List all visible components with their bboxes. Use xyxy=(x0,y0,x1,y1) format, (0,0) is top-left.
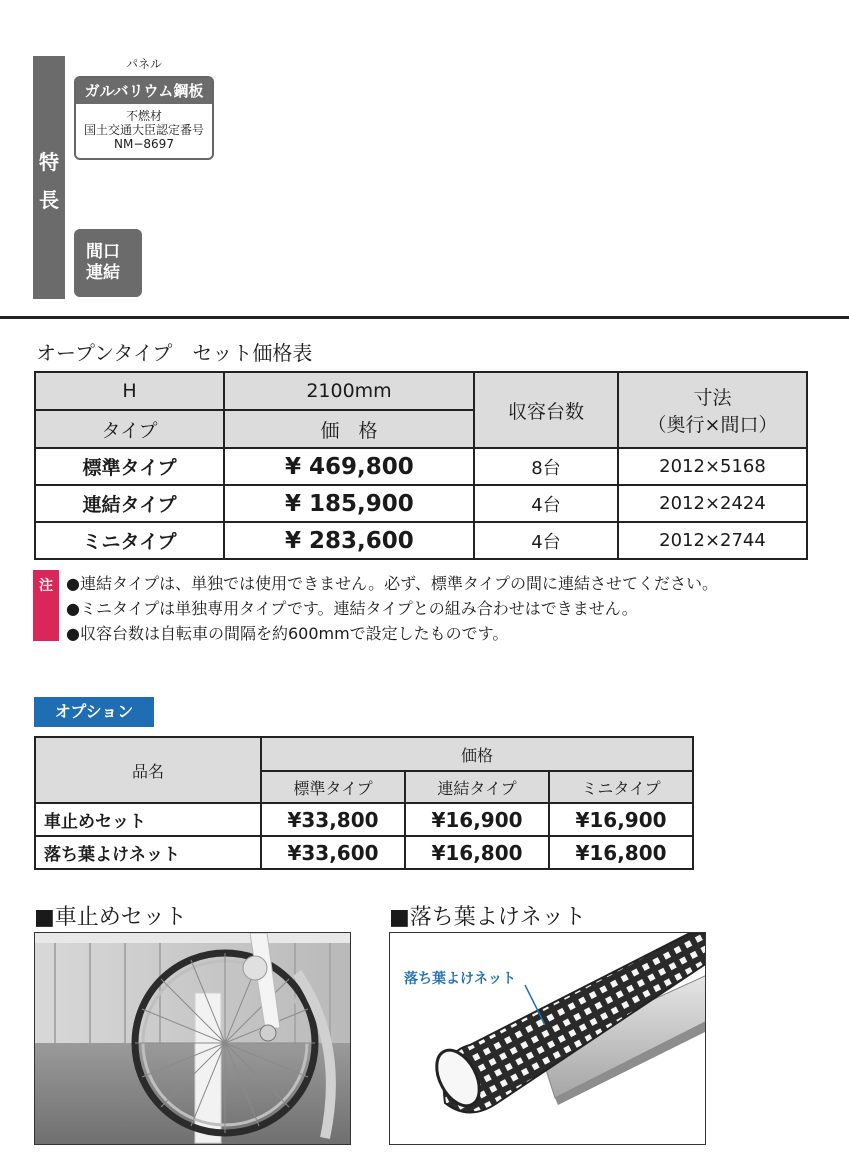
header-size-line-1: 寸法 xyxy=(693,387,732,409)
price-table-title: オープンタイプ セット価格表 xyxy=(36,341,313,365)
header-size xyxy=(618,372,807,448)
row-price: ¥ 283,600 xyxy=(224,522,474,559)
option-connect-price: ¥16,800 xyxy=(405,836,549,869)
material-title: ガルバリウム鋼板 xyxy=(76,78,212,104)
header-price: 価 格 xyxy=(224,410,474,448)
table-row xyxy=(35,836,693,869)
row-price: ¥ 185,900 xyxy=(224,485,474,522)
option-standard-price: ¥33,600 xyxy=(261,836,405,869)
features-label-2: 長 xyxy=(39,188,59,212)
net-photo xyxy=(389,932,706,1145)
note-tag: 注 xyxy=(33,570,59,641)
section-divider xyxy=(0,316,849,319)
header-h: H xyxy=(35,372,224,410)
row-capacity: 4台 xyxy=(474,522,618,559)
note-line-1: ●連結タイプは、単独では使用できません。必ず、標準タイプの間に連結させてください。 xyxy=(66,574,719,593)
table-row xyxy=(35,448,807,485)
options-header-price: 価格 xyxy=(261,737,693,771)
material-line-1: 不燃材 xyxy=(125,109,162,123)
connection-line-2: 連結 xyxy=(86,263,120,283)
row-type: 標準タイプ xyxy=(35,448,224,485)
bicycle-stopper-illustration xyxy=(35,933,351,1145)
material-line-2: 国土交通大臣認定番号 xyxy=(83,123,204,137)
row-size: 2012×5168 xyxy=(618,448,807,485)
table-row xyxy=(35,803,693,836)
options-col-standard: 標準タイプ xyxy=(261,771,405,803)
options-col-mini: ミニタイプ xyxy=(549,771,693,803)
panel-caption: パネル xyxy=(125,57,162,71)
net-callout: 落ち葉よけネット xyxy=(404,971,516,987)
row-price: ¥ 469,800 xyxy=(224,448,474,485)
features-vertical-bar xyxy=(33,56,65,299)
row-size: 2012×2744 xyxy=(618,522,807,559)
option-name: 車止めセット xyxy=(35,803,261,836)
option-standard-price: ¥33,800 xyxy=(261,803,405,836)
table-row xyxy=(35,522,807,559)
header-h-value: 2100mm xyxy=(224,372,474,410)
material-badge xyxy=(74,76,214,160)
stopper-section-title: ■車止めセット xyxy=(34,905,187,930)
price-table xyxy=(34,371,808,560)
header-size-line-2: （奥行×間口） xyxy=(647,414,778,436)
row-capacity: 4台 xyxy=(474,485,618,522)
options-label: オプション xyxy=(34,697,154,727)
row-type: ミニタイプ xyxy=(35,522,224,559)
stopper-photo xyxy=(34,932,351,1145)
leaf-net-illustration xyxy=(390,933,706,1145)
options-header-name: 品名 xyxy=(35,737,261,803)
options-table xyxy=(34,736,694,870)
row-type: 連結タイプ xyxy=(35,485,224,522)
note-line-2: ●ミニタイプは単独専用タイプです。連結タイプとの組み合わせはできません。 xyxy=(66,599,638,618)
material-line-3: NM−8697 xyxy=(114,137,174,151)
option-connect-price: ¥16,900 xyxy=(405,803,549,836)
connection-line-1: 間口 xyxy=(86,242,120,262)
table-row xyxy=(35,485,807,522)
header-type: タイプ xyxy=(35,410,224,448)
options-col-connect: 連結タイプ xyxy=(405,771,549,803)
features-label-1: 特 xyxy=(39,150,59,174)
option-mini-price: ¥16,800 xyxy=(549,836,693,869)
net-section-title: ■落ち葉よけネット xyxy=(389,905,586,930)
header-capacity: 収容台数 xyxy=(474,372,618,448)
option-name: 落ち葉よけネット xyxy=(35,836,261,869)
row-capacity: 8台 xyxy=(474,448,618,485)
row-size: 2012×2424 xyxy=(618,485,807,522)
note-line-3: ●収容台数は自転車の間隔を約600mmで設定したものです。 xyxy=(66,624,509,643)
connection-badge xyxy=(74,229,142,297)
option-mini-price: ¥16,900 xyxy=(549,803,693,836)
